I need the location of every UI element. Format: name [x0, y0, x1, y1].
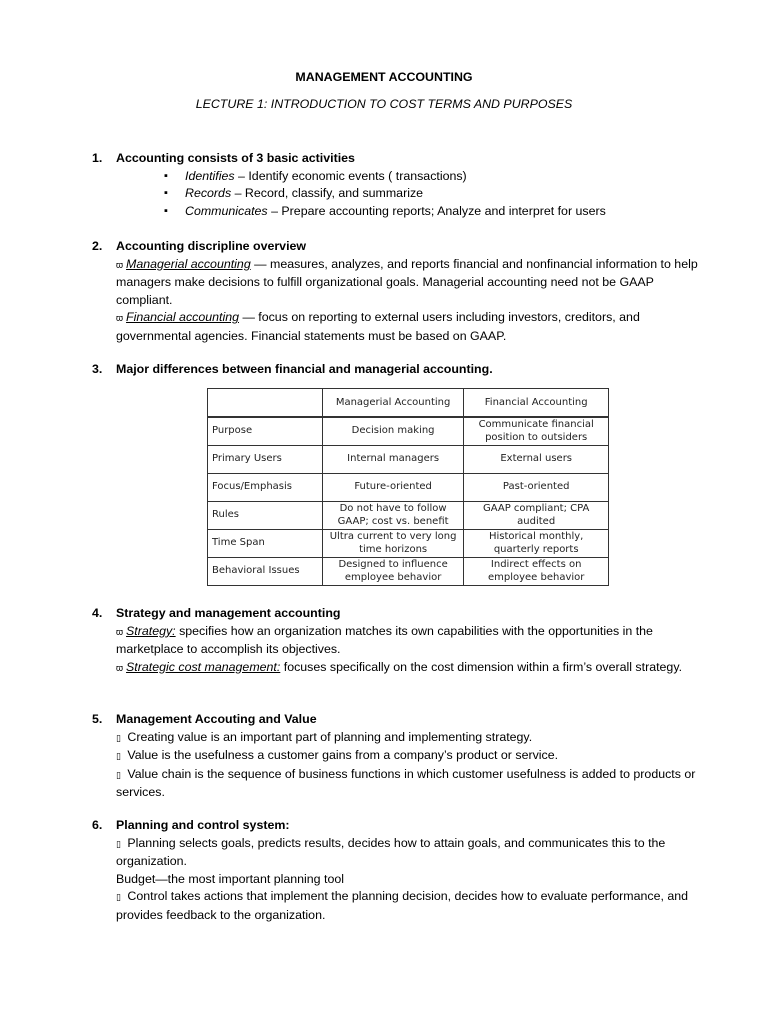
- placeholder-glyph-icon: ▯: [116, 769, 121, 780]
- table-cell: Focus/Emphasis: [208, 474, 323, 502]
- table-cell: Indirect effects on employee behavior: [464, 558, 609, 586]
- table-row: [208, 474, 609, 502]
- table-header-row: [208, 389, 609, 418]
- section-number: 2.: [92, 239, 103, 253]
- section-6: [92, 817, 702, 924]
- lecture-subtitle: LECTURE 1: INTRODUCTION TO COST TERMS AND PURPOSES: [195, 97, 573, 111]
- section-5: [92, 711, 702, 802]
- table-row: [208, 558, 609, 586]
- table-cell: Communicate financial position to outsiders: [464, 417, 609, 446]
- section-number: 6.: [92, 818, 103, 832]
- section-heading: Strategy and management accounting: [116, 606, 341, 620]
- bullet-icon: ϖ: [116, 259, 124, 270]
- list-item: ▪ Records – Record, classify, and summarize: [162, 185, 702, 203]
- table-cell: GAAP compliant; CPA audited: [464, 502, 609, 530]
- table-cell: Behavioral Issues: [208, 558, 323, 586]
- placeholder-glyph-icon: ▯: [116, 892, 121, 902]
- table-cell: Internal managers: [322, 446, 464, 474]
- placeholder-glyph-icon: ▯: [116, 732, 121, 743]
- table-cell: External users: [464, 446, 609, 474]
- table-cell: Future-oriented: [322, 474, 464, 502]
- section-number: 5.: [92, 712, 103, 726]
- table-row: [208, 530, 609, 558]
- placeholder-glyph-icon: ▯: [116, 838, 121, 849]
- list-item: ▪ Communicates – Prepare accounting reports; Analyze and interpret for users: [162, 203, 702, 221]
- table-header-cell: Financial Accounting: [464, 389, 609, 418]
- table-row: [208, 502, 609, 530]
- section-1: [92, 150, 702, 220]
- section-number: 1.: [92, 151, 103, 165]
- table-cell: Rules: [208, 502, 323, 530]
- table-cell: Designed to influence employee behavior: [322, 558, 464, 586]
- table-header-cell: [208, 389, 323, 418]
- paragraph: ϖ Managerial accounting — measures, analyzes, and reports financial and nonfinancial information to help managers make decisions to fulfill organizational goals. Managerial accounting need not be GAAP compliant.: [116, 256, 698, 307]
- section-number: 3.: [92, 362, 103, 376]
- paragraph: Budget—the most important planning tool: [116, 871, 344, 886]
- bullet-icon: ϖ: [116, 662, 124, 673]
- section-heading: Accounting consists of 3 basic activities: [116, 151, 355, 165]
- paragraph: ϖ Financial accounting — focus on reporting to external users including investors, creditors, and governmental agencies. Financial statements must be based on GAAP.: [116, 310, 640, 343]
- table-cell: Purpose: [208, 417, 323, 446]
- section-heading: Management Accouting and Value: [116, 712, 317, 726]
- table-cell: Do not have to follow GAAP; cost vs. benefit: [322, 502, 464, 530]
- paragraph: ▯ Planning selects goals, predicts results, decides how to attain goals, and communicates this to the organization.: [116, 835, 666, 868]
- table-row: [208, 417, 609, 446]
- table-cell: Ultra current to very long time horizons: [322, 530, 464, 558]
- section-heading: Accounting discripline overview: [116, 239, 307, 253]
- paragraph: ϖ Strategic cost management: focuses specifically on the cost dimension within a firm’s overall strategy.: [116, 659, 683, 674]
- paragraph: ▯ Creating value is an important part of planning and implementing strategy.: [116, 729, 533, 744]
- bullet-icon: ϖ: [116, 313, 124, 323]
- comparison-table: [207, 388, 609, 586]
- section-3: [92, 361, 702, 379]
- list-item: ▪ Identifies – Identify economic events ( transactions): [162, 168, 702, 186]
- table-cell: Primary Users: [208, 446, 323, 474]
- section-4: [92, 605, 702, 677]
- section-heading: Planning and control system:: [116, 818, 290, 832]
- document-title: MANAGEMENT ACCOUNTING: [295, 70, 473, 84]
- section-number: 4.: [92, 606, 103, 620]
- paragraph: ▯ Value chain is the sequence of business functions in which customer usefulness is added to products or services.: [116, 766, 696, 799]
- table-cell: Time Span: [208, 530, 323, 558]
- bullet-icon: ϖ: [116, 626, 124, 637]
- table-cell: Historical monthly, quarterly reports: [464, 530, 609, 558]
- paragraph: ϖ Strategy: specifies how an organization matches its own capabilities with the opportunities in the marketplace to accomplish its objectives.: [116, 623, 653, 656]
- placeholder-glyph-icon: ▯: [116, 751, 121, 761]
- table-cell: Decision making: [322, 417, 464, 446]
- table-row: [208, 446, 609, 474]
- paragraph: ▯ Value is the usefulness a customer gains from a company’s product or service.: [116, 748, 559, 762]
- paragraph: ▯ Control takes actions that implement the planning decision, decides how to evaluate performance, and provides feedback to the organization.: [116, 889, 689, 922]
- table-header-cell: Managerial Accounting: [322, 389, 464, 418]
- section-heading: Major differences between financial and managerial accounting.: [116, 362, 493, 376]
- table-cell: Past-oriented: [464, 474, 609, 502]
- section-2: [92, 238, 702, 345]
